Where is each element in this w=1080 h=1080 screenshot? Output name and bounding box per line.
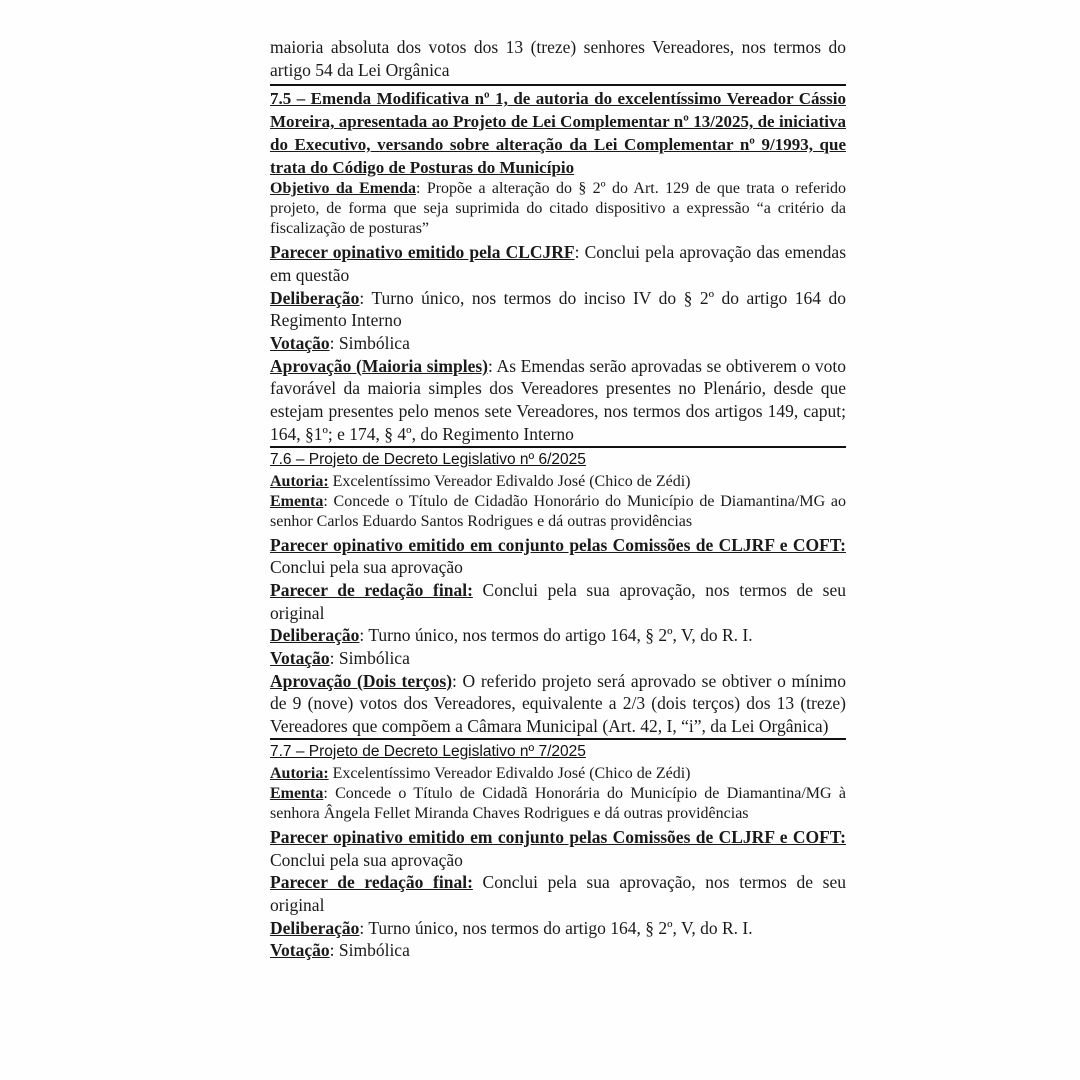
aprovacao-label: Aprovação (Maioria simples) <box>270 355 488 376</box>
votacao-label: Votação <box>270 333 330 354</box>
section-divider <box>270 738 846 740</box>
autoria-text: Excelentíssimo Vereador Edivaldo José (Chico de Zédi) <box>328 472 691 490</box>
aprovacao-text: : O referido projeto será aprovado se obtiver o mínimo de 9 (nove) votos dos Vereadores, equivalente a 2/3 (dois terços) dos 13 (treze) Vereadores que compõem a Câmara Municipal (Art. 42, I, “i”, da Lei Orgânica) <box>270 670 846 737</box>
autoria-paragraph <box>270 472 846 492</box>
autoria-label: Autoria: <box>270 764 329 782</box>
section-7-6-title: 7.6 – Projeto de Decreto Legislativo nº 6/2025 <box>270 450 586 468</box>
votacao-label: Votação <box>270 648 330 669</box>
ementa-label: Ementa <box>270 492 324 510</box>
parecer-paragraph <box>270 241 846 286</box>
ementa-text: : Concede o Título de Cidadão Honorário do Município de Diamantina/MG ao senhor Carlos Eduardo Santos Rodrigues e dá outras providências <box>270 492 846 530</box>
aprovacao-text: : As Emendas serão aprovadas se obtiverem o voto favorável da maioria simples dos Vereadores presentes no Plenário, desde que estejam presentes pelo menos sete Vereadores, nos termos dos artigos 149, caput; 164, §1º; e 174, § 4º, do Regimento Interno <box>270 355 846 444</box>
deliberacao-label: Deliberação <box>270 287 360 308</box>
redacao-text: Conclui pela sua aprovação, nos termos de seu original <box>270 579 846 623</box>
document-content <box>270 36 846 962</box>
aprovacao-paragraph <box>270 670 846 738</box>
votacao-paragraph <box>270 647 846 670</box>
ementa-paragraph <box>270 492 846 532</box>
deliberacao-paragraph <box>270 624 846 647</box>
parecer-paragraph <box>270 826 846 871</box>
section-divider <box>270 446 846 448</box>
deliberacao-text: : Turno único, nos termos do artigo 164, § 2º, V, do R. I. <box>359 625 753 646</box>
parecer-text: Conclui pela sua aprovação <box>270 849 463 870</box>
autoria-paragraph <box>270 764 846 784</box>
autoria-text: Excelentíssimo Vereador Edivaldo José (Chico de Zédi) <box>328 764 691 782</box>
section-7-7 <box>270 742 846 962</box>
section-7-7-title: 7.7 – Projeto de Decreto Legislativo nº 7/2025 <box>270 742 586 760</box>
ementa-text: : Concede o Título de Cidadã Honorária do Município de Diamantina/MG à senhora Ângela Fellet Miranda Chaves Rodrigues e dá outras providências <box>270 784 846 822</box>
votacao-label: Votação <box>270 940 330 961</box>
section-7-6 <box>270 450 846 738</box>
deliberacao-label: Deliberação <box>270 917 360 938</box>
objetivo-label: Objetivo da Emenda <box>270 180 417 198</box>
deliberacao-paragraph <box>270 287 846 332</box>
parecer-label: Parecer opinativo emitido em conjunto pelas Comissões de CLJRF e COFT: <box>270 534 846 555</box>
votacao-text: : Simbólica <box>329 648 410 669</box>
parecer-paragraph <box>270 534 846 579</box>
section-7-5-title: 7.5 – Emenda Modificativa nº 1, de autoria do excelentíssimo Vereador Cássio Moreira, apresentada ao Projeto de Lei Complementar nº 13/2025, de iniciativa do Executivo, versando sobre alteração da Lei Complementar nº 9/1993, que trata do Código de Posturas do Município <box>270 89 846 177</box>
parecer-text: Conclui pela sua aprovação <box>270 557 463 578</box>
ementa-label: Ementa <box>270 784 324 802</box>
ementa-paragraph <box>270 784 846 824</box>
parecer-label: Parecer opinativo emitido pela CLCJRF <box>270 242 575 263</box>
votacao-paragraph <box>270 939 846 962</box>
autoria-label: Autoria: <box>270 472 329 490</box>
redacao-label: Parecer de redação final: <box>270 872 473 893</box>
aprovacao-label: Aprovação (Dois terços) <box>270 670 453 691</box>
aprovacao-paragraph <box>270 355 846 446</box>
objetivo-text: : Propõe a alteração do § 2º do Art. 129 de que trata o referido projeto, de forma que seja suprimida do citado dispositivo a expressão “a critério da fiscalização de posturas” <box>270 180 847 238</box>
redacao-paragraph <box>270 579 846 624</box>
parecer-text: : Conclui pela aprovação das emendas em questão <box>270 242 847 285</box>
votacao-text: : Simbólica <box>329 940 410 961</box>
deliberacao-paragraph <box>270 917 846 940</box>
deliberacao-text: : Turno único, nos termos do inciso IV do § 2º do artigo 164 do Regimento Interno <box>270 287 846 331</box>
section-divider <box>270 84 846 86</box>
deliberacao-text: : Turno único, nos termos do artigo 164, § 2º, V, do R. I. <box>359 917 753 938</box>
redacao-text: Conclui pela sua aprovação, nos termos de seu original <box>270 872 846 915</box>
section-7-5 <box>270 88 846 445</box>
redacao-paragraph <box>270 871 846 916</box>
deliberacao-label: Deliberação <box>270 625 360 646</box>
objetivo-paragraph <box>270 179 846 239</box>
redacao-label: Parecer de redação final: <box>270 579 473 600</box>
votacao-text: : Simbólica <box>329 333 410 354</box>
intro-paragraph: maioria absoluta dos votos dos 13 (treze) senhores Vereadores, nos termos do artigo 54 da Lei Orgânica <box>270 37 846 80</box>
votacao-paragraph <box>270 332 846 355</box>
parecer-label: Parecer opinativo emitido em conjunto pelas Comissões de CLJRF e COFT: <box>270 826 846 847</box>
